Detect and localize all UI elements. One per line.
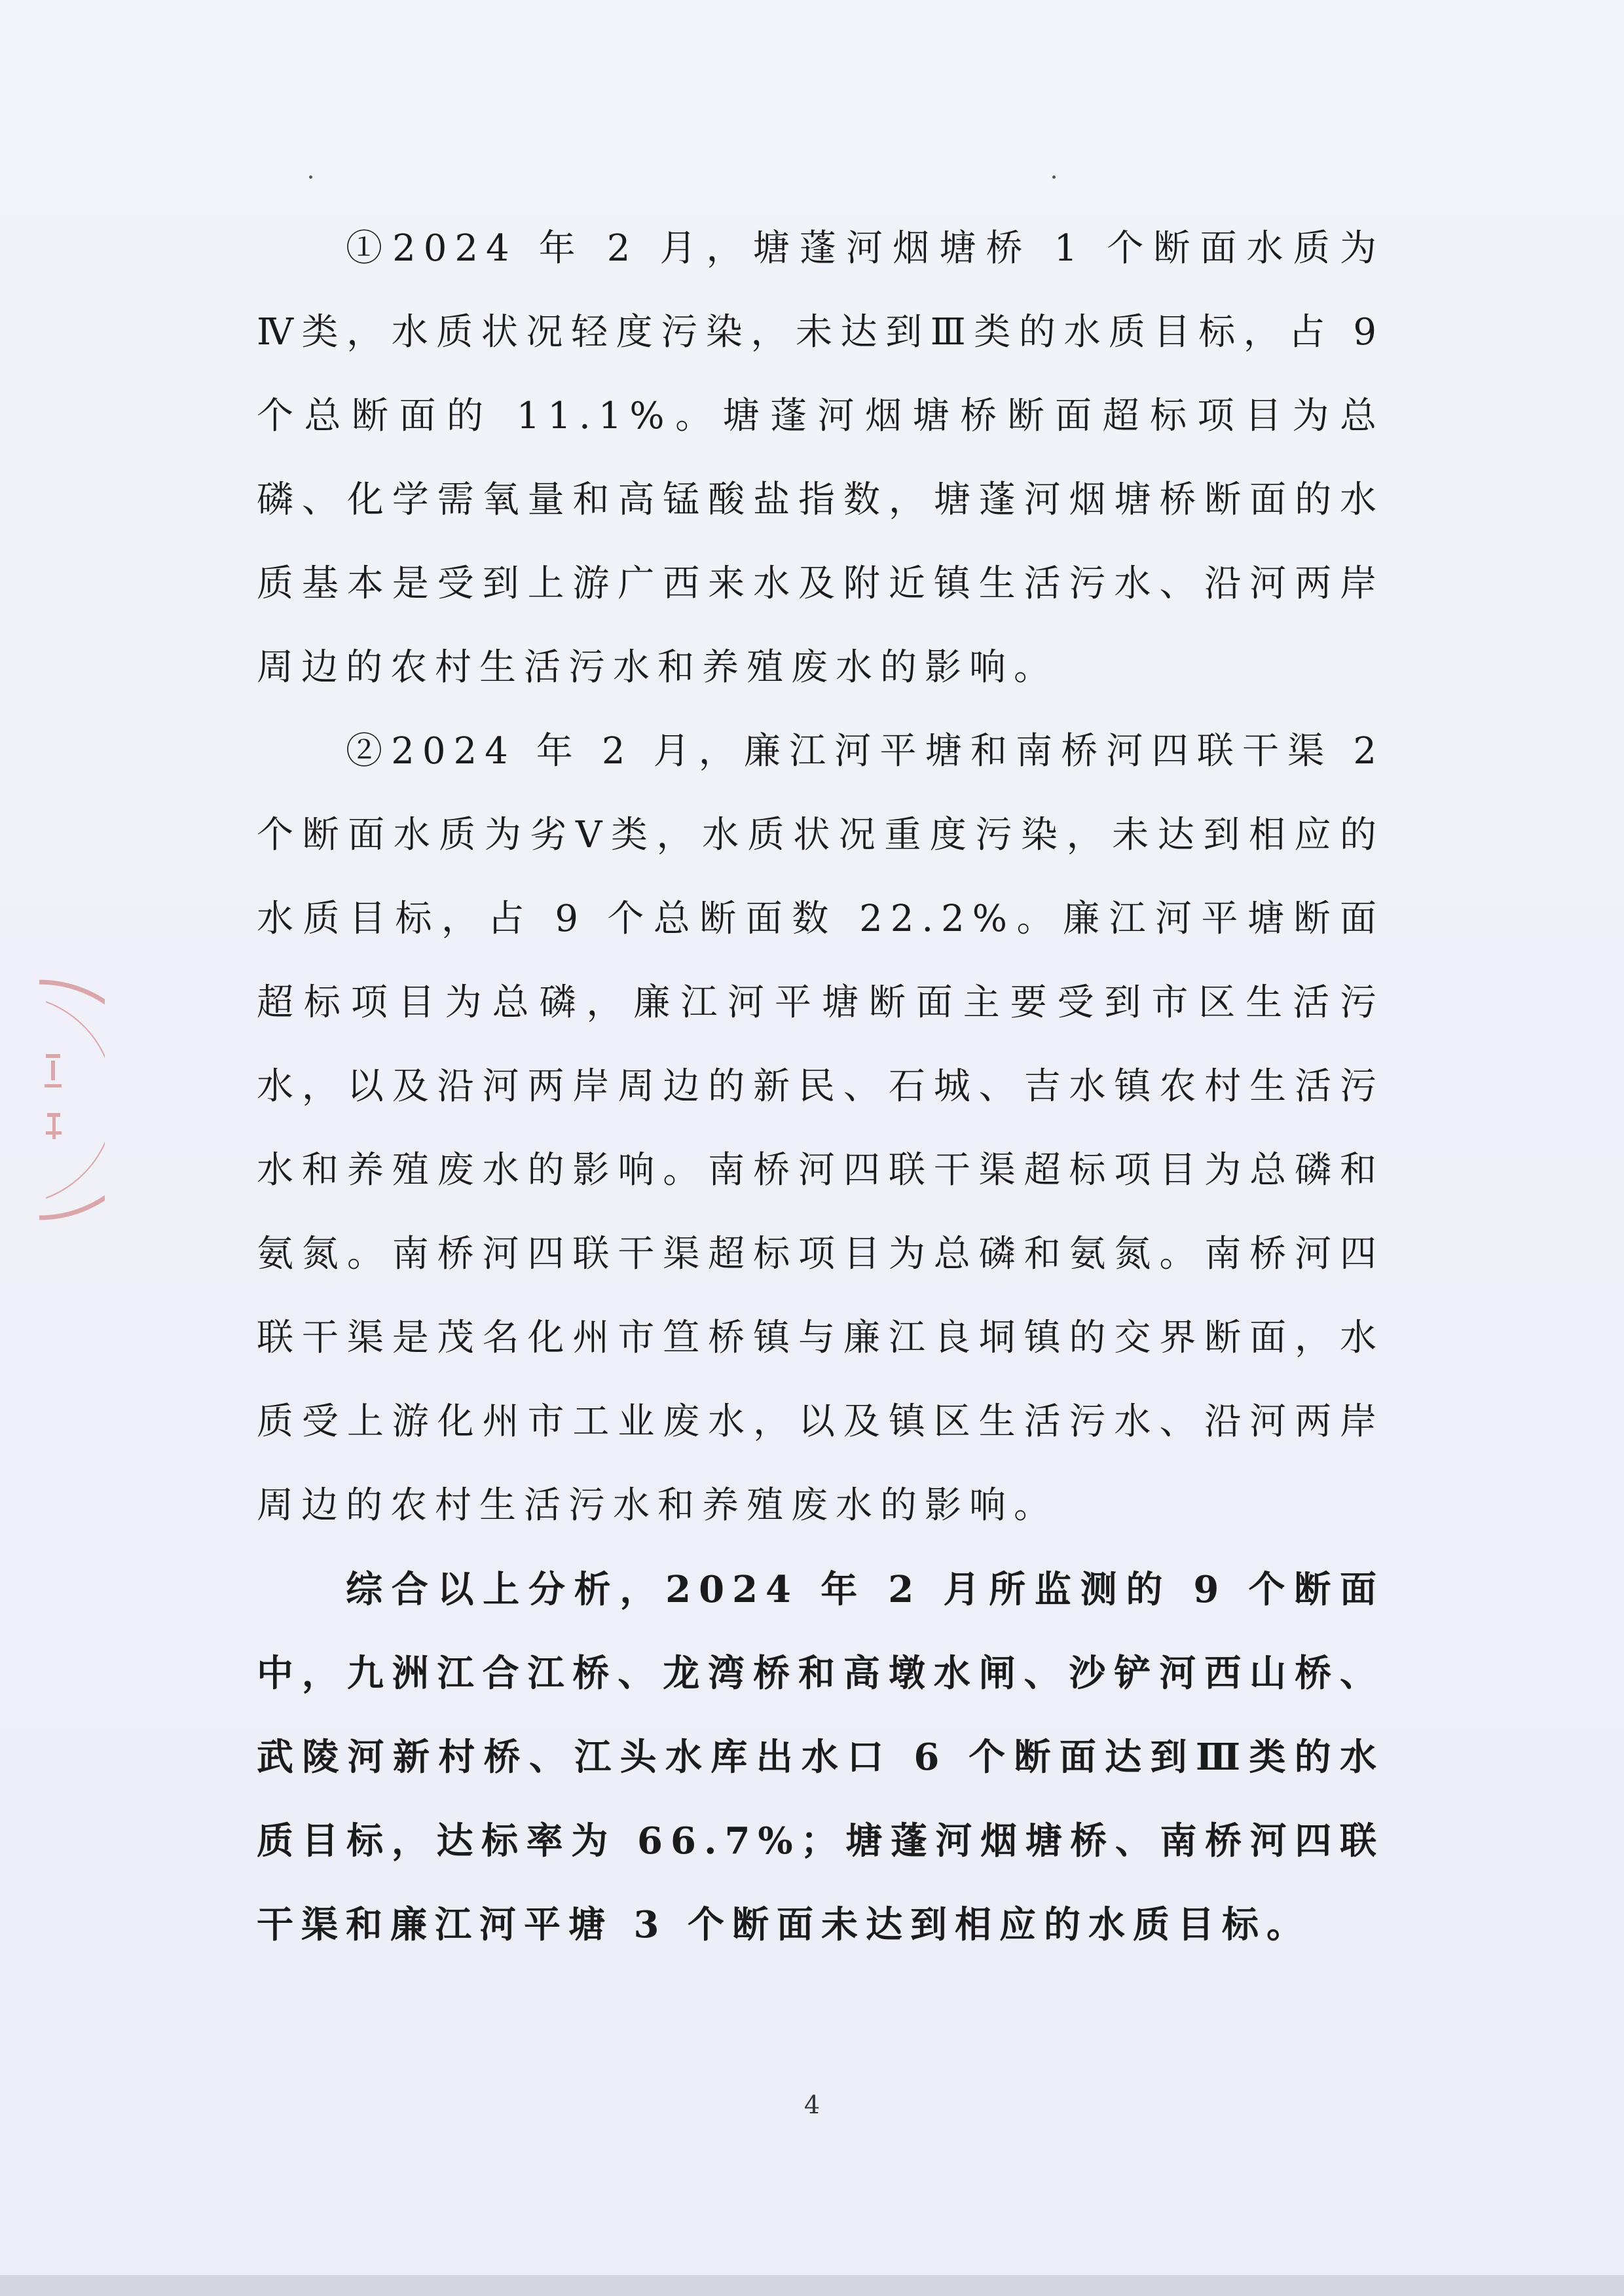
paragraph-tangpeng-river: ①2024 年 2 月，塘蓬河烟塘桥 1 个断面水质为Ⅳ类，水质状况轻度污染，未达到Ⅲ类的水质目标，占 9 个总断面的 11.1%。塘蓬河烟塘桥断面超标项目为总磷、化学需氧量和高锰酸盐指数，塘蓬河烟塘桥断面的水质基本是受到上游广西来水及附近镇生活污水、沿河两岸周边的农村生活污水和养殖废水的影响。 bbox=[257, 227, 1384, 689]
page-number: 4 bbox=[803, 2090, 821, 2119]
scan-bottom-edge bbox=[0, 2275, 1624, 2296]
scan-speck bbox=[1052, 175, 1056, 179]
paragraph-summary: 综合以上分析，2024 年 2 月所监测的 9 个断面中，九洲江合江桥、龙湾桥和高墩水闸、沙铲河西山桥、武陵河新村桥、江头水库出水口 6 个断面达到Ⅲ类的水质目标，达标率为 66.7%；塘蓬河烟塘桥、南桥河四联干渠和廉江河平塘 3 个断面未达到相应的水质目标。 bbox=[257, 1568, 1384, 1946]
scan-speck bbox=[309, 175, 312, 179]
document-body bbox=[257, 207, 1384, 1967]
red-seal-stamp-icon bbox=[0, 962, 105, 1237]
paragraph-lianjiang-nanqiao-river: ②2024 年 2 月，廉江河平塘和南桥河四联干渠 2 个断面水质为劣Ⅴ类，水质状况重度污染，未达到相应的水质目标，占 9 个总断面数 22.2%。廉江河平塘断面超标项目为总磷，廉江河平塘断面主要受到市区生活污水，以及沿河两岸周边的新民、石城、吉水镇农村生活污水和养殖废水的影响。南桥河四联干渠超标项目为总磷和氨氮。南桥河四联干渠超标项目为总磷和氨氮。南桥河四联干渠是茂名化州市笪桥镇与廉江良垌镇的交界断面，水质受上游化州市工业废水，以及镇区生活污水、沿河两岸周边的农村生活污水和养殖废水的影响。 bbox=[257, 730, 1384, 1527]
